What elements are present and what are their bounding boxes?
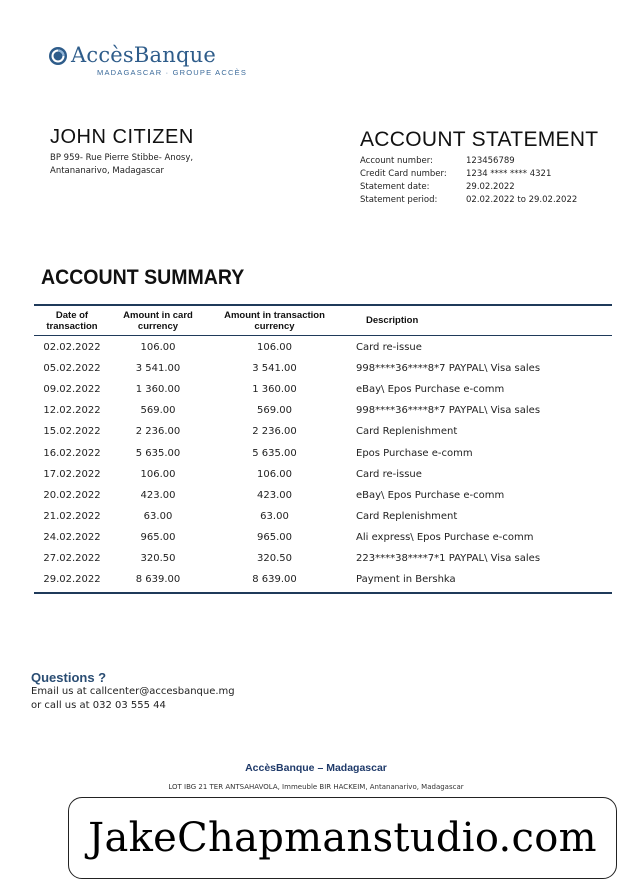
cell-date: 20.02.2022	[43, 489, 101, 501]
watermark-text: JakeChapmanstudio.com	[88, 815, 597, 861]
cell-description: Epos Purchase e-comm	[356, 447, 473, 459]
transactions-table	[34, 304, 612, 594]
watermark-banner	[68, 797, 617, 879]
cell-description: Payment in Bershka	[356, 574, 456, 586]
table-row	[34, 442, 612, 463]
cell-date: 16.02.2022	[43, 447, 101, 459]
cell-card-amount: 965.00	[140, 531, 176, 543]
cell-card-amount: 569.00	[140, 405, 176, 417]
bank-logo-icon	[48, 46, 68, 66]
statement-title: ACCOUNT STATEMENT	[360, 128, 599, 151]
cell-description: Card Replenishment	[356, 510, 458, 522]
statement-details	[360, 155, 598, 207]
table-row	[34, 464, 612, 485]
cell-transaction-amount: 569.00	[257, 405, 292, 417]
cell-transaction-amount: 965.00	[257, 531, 292, 543]
cell-description: 223****38****7*1 PAYPAL\ Visa sales	[356, 552, 541, 564]
card-number-label: Credit Card number:	[360, 169, 447, 179]
client-name: JOHN CITIZEN	[50, 126, 194, 148]
table-row	[34, 485, 612, 506]
footer-address: LOT IBG 21 TER ANTSAHAVOLA, Immeuble BIR HACKEIM, Antananarivo, Madagascar	[168, 783, 464, 791]
contact-email: Email us at callcenter@accesbanque.mg	[31, 686, 235, 697]
cell-description: 998****36****8*7 PAYPAL\ Visa sales	[356, 405, 541, 417]
cell-card-amount: 8 639.00	[135, 574, 181, 586]
cell-description: eBay\ Epos Purchase e-comm	[356, 489, 505, 501]
cell-date: 02.02.2022	[43, 342, 101, 354]
cell-transaction-amount: 2 236.00	[252, 426, 297, 438]
cell-card-amount: 2 236.00	[135, 426, 181, 438]
table-row	[34, 548, 612, 569]
statement-period-value: 02.02.2022 to 29.02.2022	[466, 195, 578, 205]
statement-date-label: Statement date:	[360, 182, 430, 192]
cell-description: Ali express\ Epos Purchase e-comm	[356, 531, 534, 543]
cell-card-amount: 320.50	[140, 552, 176, 564]
header-description: Description	[366, 315, 419, 326]
client-address-line2: Antananarivo, Madagascar	[50, 165, 164, 176]
footer-bank-name: AccèsBanque – Madagascar	[245, 762, 387, 774]
table-body	[34, 336, 612, 592]
cell-date: 21.02.2022	[43, 510, 101, 522]
table-row	[34, 358, 612, 379]
table-header	[34, 306, 612, 336]
cell-date: 12.02.2022	[43, 405, 101, 417]
statement-period-label: Statement period:	[360, 195, 438, 205]
statement-header	[360, 128, 598, 207]
table-row	[34, 421, 612, 442]
questions-section	[31, 670, 235, 713]
account-number-label: Account number:	[360, 156, 433, 166]
table-row	[34, 569, 612, 590]
account-number-value: 123456789	[466, 156, 515, 166]
cell-description: Card re-issue	[356, 468, 422, 480]
statement-date-value: 29.02.2022	[466, 182, 515, 192]
cell-transaction-amount: 423.00	[257, 489, 292, 501]
cell-transaction-amount: 106.00	[257, 342, 292, 354]
cell-date: 24.02.2022	[43, 531, 101, 543]
cell-date: 27.02.2022	[43, 552, 101, 564]
table-row	[34, 400, 612, 421]
table-row	[34, 379, 612, 400]
cell-description: eBay\ Epos Purchase e-comm	[356, 384, 505, 396]
cell-transaction-amount: 63.00	[260, 510, 289, 522]
cell-transaction-amount: 8 639.00	[252, 574, 297, 586]
cell-card-amount: 63.00	[143, 510, 173, 522]
bank-logo-subtitle: MADAGASCAR · GROUPE ACCÈS	[97, 68, 248, 77]
cell-transaction-amount: 5 635.00	[252, 447, 297, 459]
table-row	[34, 506, 612, 527]
bank-logo	[48, 43, 247, 77]
summary-title: ACCOUNT SUMMARY	[41, 266, 245, 289]
client-address	[50, 152, 194, 177]
table-row	[34, 527, 612, 548]
client-info	[50, 126, 194, 177]
cell-date: 05.02.2022	[43, 363, 101, 375]
cell-transaction-amount: 3 541.00	[252, 363, 297, 375]
cell-card-amount: 5 635.00	[135, 447, 181, 459]
bank-logo-name: AccèsBanque	[71, 43, 216, 67]
header-date: Date of transaction	[46, 309, 98, 332]
cell-transaction-amount: 320.50	[257, 552, 292, 564]
cell-card-amount: 106.00	[140, 468, 176, 480]
cell-description: Card re-issue	[356, 342, 422, 354]
cell-transaction-amount: 106.00	[257, 468, 292, 480]
client-address-line1: BP 959- Rue Pierre Stibbe- Anosy,	[50, 153, 194, 163]
cell-description: Card Replenishment	[356, 426, 458, 438]
cell-date: 17.02.2022	[43, 468, 101, 480]
table-row	[34, 337, 612, 358]
questions-title: Questions ?	[31, 670, 107, 685]
cell-transaction-amount: 1 360.00	[252, 384, 297, 396]
card-number-value: 1234 **** **** 4321	[466, 169, 552, 179]
cell-date: 09.02.2022	[43, 384, 101, 396]
cell-date: 15.02.2022	[43, 426, 101, 438]
cell-card-amount: 3 541.00	[135, 363, 181, 375]
cell-card-amount: 423.00	[140, 489, 176, 501]
cell-description: 998****36****8*7 PAYPAL\ Visa sales	[356, 363, 541, 375]
contact-phone: or call us at 032 03 555 44	[31, 700, 166, 711]
header-transaction-amount: Amount in transaction currency	[224, 309, 325, 332]
cell-date: 29.02.2022	[43, 574, 101, 586]
header-card-amount: Amount in card currency	[123, 309, 193, 332]
cell-card-amount: 1 360.00	[135, 384, 181, 396]
cell-card-amount: 106.00	[140, 342, 176, 354]
